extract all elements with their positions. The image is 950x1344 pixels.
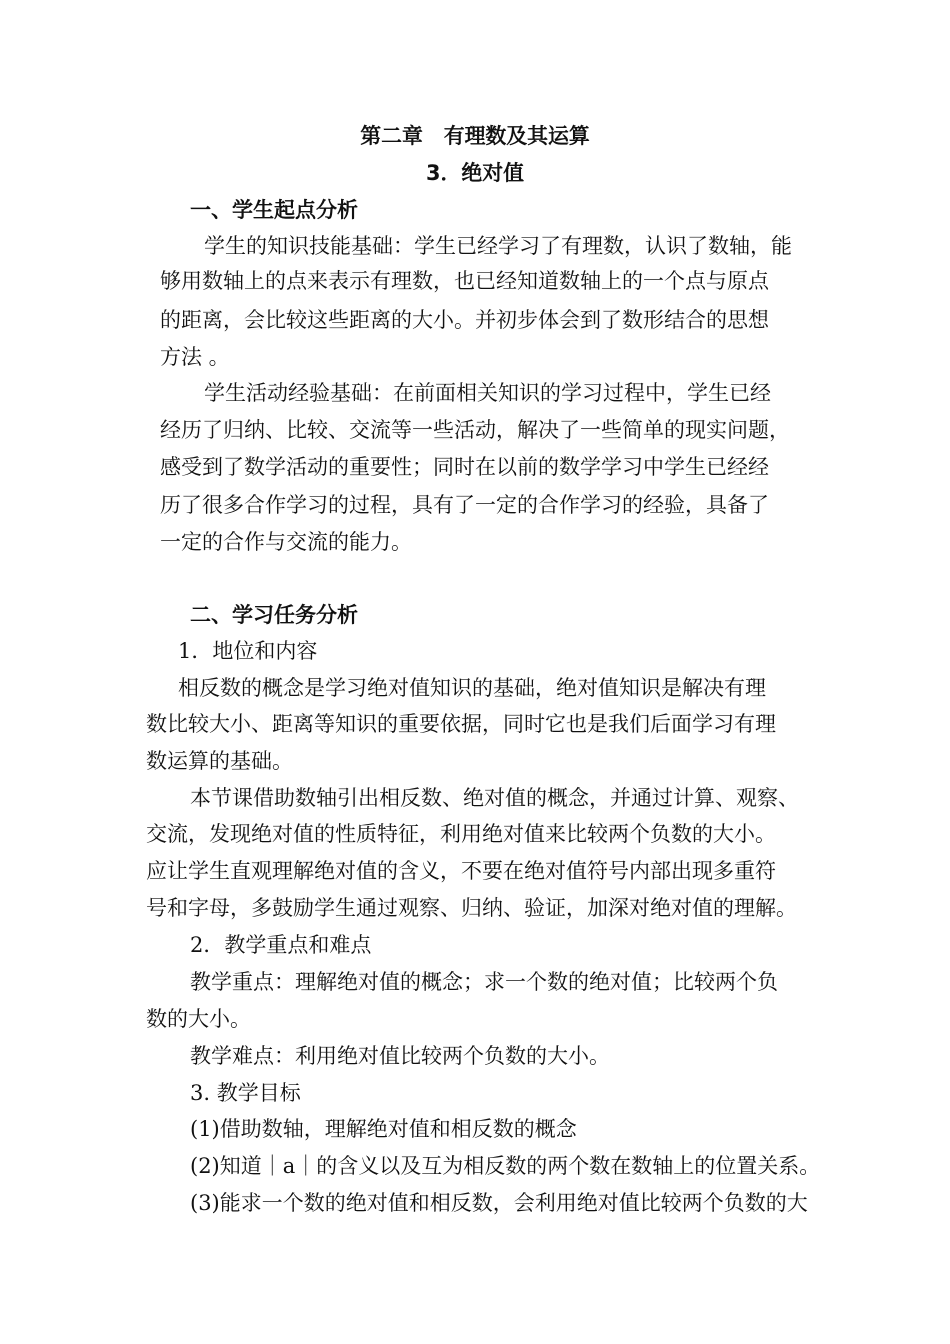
paragraph-line: 够用数轴上的点来表示有理数，也已经知道数轴上的一个点与原点 bbox=[160, 269, 769, 293]
paragraph-line: 相反数的概念是学习绝对值知识的基础，绝对值知识是解决有理 bbox=[178, 676, 766, 700]
paragraph-line: 方法 。 bbox=[160, 345, 230, 369]
heading-student-analysis: 一、学生起点分析 bbox=[190, 198, 358, 222]
paragraph-line: 数比较大小、距离等知识的重要依据，同时它也是我们后面学习有理 bbox=[146, 712, 776, 736]
paragraph-line: 学生的知识技能基础：学生已经学习了有理数，认识了数轴，能 bbox=[204, 234, 792, 258]
paragraph-line: 学生活动经验基础：在前面相关知识的学习过程中，学生已经 bbox=[204, 381, 771, 405]
paragraph-line: 经历了归纳、比较、交流等一些活动，解决了一些简单的现实问题， bbox=[160, 418, 790, 442]
subheading-position-content: 1．地位和内容 bbox=[178, 639, 318, 663]
paragraph-line: 历了很多合作学习的过程，具有了一定的合作学习的经验，具备了 bbox=[160, 493, 769, 517]
goal-item: (3)能求一个数的绝对值和相反数，会利用绝对值比较两个负数的大 bbox=[190, 1191, 808, 1215]
heading-task-analysis: 二、学习任务分析 bbox=[190, 603, 358, 627]
paragraph-line: 数运算的基础。 bbox=[146, 749, 293, 773]
paragraph-line: 应让学生直观理解绝对值的含义，不要在绝对值符号内部出现多重符 bbox=[146, 859, 776, 883]
paragraph-line: 感受到了数学活动的重要性；同时在以前的数学学习中学生已经经 bbox=[160, 455, 769, 479]
subheading-key-points: 2．教学重点和难点 bbox=[190, 933, 372, 957]
subheading-teaching-goals: 3. 教学目标 bbox=[190, 1081, 301, 1105]
chapter-title: 第二章 有理数及其运算 bbox=[360, 124, 590, 148]
paragraph-line: 数的大小。 bbox=[146, 1007, 251, 1031]
section-title: 3．绝对值 bbox=[426, 161, 524, 185]
goal-item: (2)知道｜a｜的含义以及互为相反数的两个数在数轴上的位置关系。 bbox=[190, 1154, 821, 1178]
paragraph-line: 本节课借助数轴引出相反数、绝对值的概念，并通过计算、观察、 bbox=[190, 786, 799, 810]
paragraph-line: 一定的合作与交流的能力。 bbox=[160, 530, 412, 554]
paragraph-line: 教学难点：利用绝对值比较两个负数的大小。 bbox=[190, 1044, 610, 1068]
paragraph-line: 的距离，会比较这些距离的大小。并初步体会到了数形结合的思想 bbox=[160, 308, 769, 332]
goal-item: (1)借助数轴，理解绝对值和相反数的概念 bbox=[190, 1117, 577, 1141]
paragraph-line: 教学重点：理解绝对值的概念；求一个数的绝对值；比较两个负 bbox=[190, 970, 778, 994]
paragraph-line: 交流，发现绝对值的性质特征，利用绝对值来比较两个负数的大小。 bbox=[146, 822, 776, 846]
paragraph-line: 号和字母，多鼓励学生通过观察、归纳、验证，加深对绝对值的理解。 bbox=[146, 896, 797, 920]
